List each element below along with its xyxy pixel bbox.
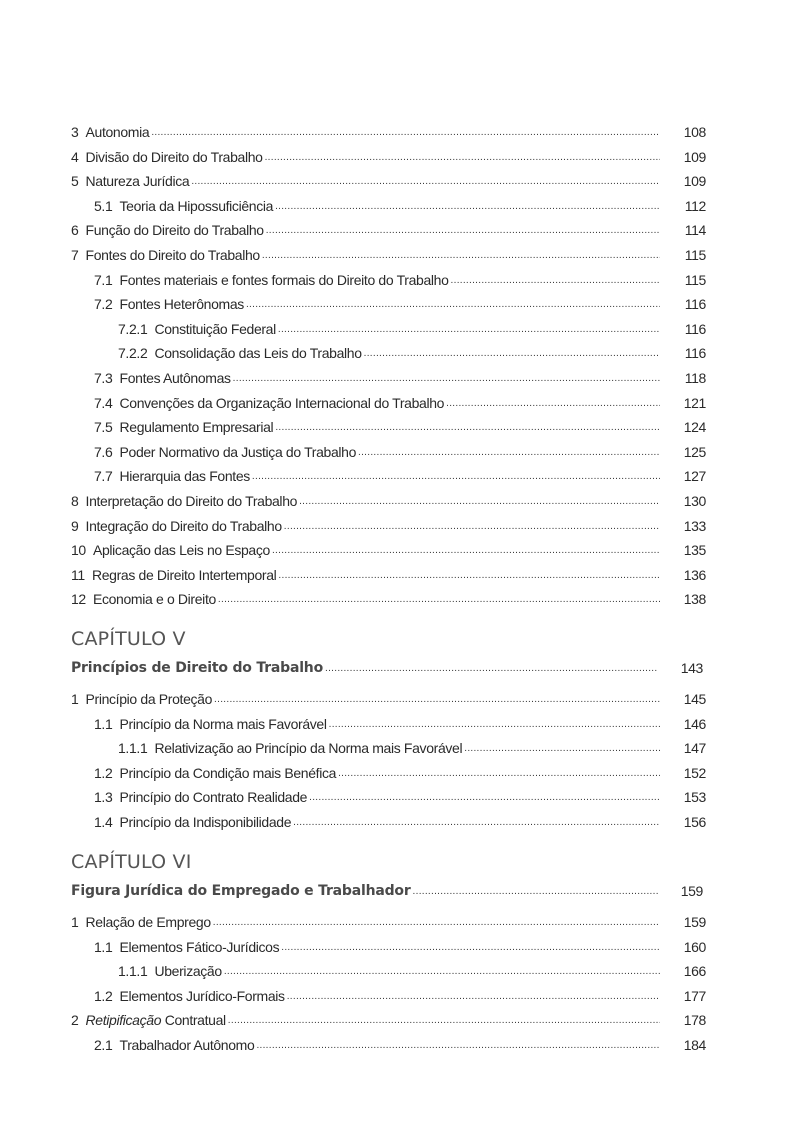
dot-leader <box>287 991 660 1004</box>
section-number: 5 <box>71 173 79 190</box>
section-title: Consolidação das Leis do Trabalho <box>154 345 362 362</box>
dot-leader <box>233 373 660 386</box>
page-number: 143 <box>680 660 703 676</box>
toc-entry-text <box>71 1012 660 1028</box>
page-number: 136 <box>683 566 706 583</box>
section-title: Aplicação das Leis no Espaço <box>92 542 270 559</box>
section-title: Integração do Direito do Trabalho <box>85 517 282 534</box>
section-title: Princípio do Contrato Realidade <box>119 789 308 806</box>
toc-entry[interactable] <box>71 460 711 484</box>
dot-leader <box>464 743 660 756</box>
dot-leader <box>278 324 660 337</box>
section-title: Economia e o Direito <box>92 591 216 608</box>
dot-leader <box>265 152 660 165</box>
dot-leader <box>246 299 660 312</box>
dot-leader <box>451 275 660 288</box>
page-number: 114 <box>684 222 706 239</box>
section-title: Fontes Autônomas <box>119 370 231 386</box>
section-title: Elementos Jurídico-Formais <box>119 987 285 1004</box>
dot-leader <box>224 966 660 979</box>
section-number: 6 <box>71 222 79 239</box>
toc-entry-text <box>71 518 660 534</box>
section-title: Hierarquia das Fontes <box>119 468 250 485</box>
section-number: 1.4 <box>94 814 113 830</box>
toc-entry[interactable] <box>71 214 711 238</box>
dot-leader <box>413 886 658 899</box>
page-number: 112 <box>684 197 706 214</box>
section-title: Princípio da Condição mais Benéfica <box>119 764 337 781</box>
toc-entry-text <box>71 939 660 955</box>
page-number: 138 <box>683 591 706 608</box>
chapter-heading: CAPÍTULO VI <box>71 851 192 873</box>
page-number: 124 <box>683 419 706 436</box>
page-number: 125 <box>683 443 706 460</box>
section-number: 1.1 <box>94 715 113 732</box>
toc-entry[interactable] <box>71 732 711 756</box>
toc-entry[interactable] <box>71 906 711 930</box>
section-title: Interpretação do Direito do Trabalho <box>85 493 298 509</box>
toc-entry[interactable] <box>71 757 711 781</box>
dot-leader <box>213 917 660 930</box>
section-number: 1 <box>71 691 79 707</box>
page-number: 159 <box>680 883 703 899</box>
dot-leader <box>329 719 660 732</box>
chapter-subtitle: Figura Jurídica do Empregado e Trabalhador <box>71 883 411 899</box>
toc-entry-text <box>71 883 658 899</box>
section-number: 7 <box>71 247 79 263</box>
dot-leader <box>325 663 658 676</box>
section-title: Teoria da Hipossuficiência <box>119 197 274 214</box>
section-title: Convenções da Organização Internacional do Trabalho <box>119 394 445 411</box>
section-number: 1.1.1 <box>118 740 148 757</box>
page-number: 160 <box>683 938 706 955</box>
page-number: 109 <box>683 148 706 165</box>
dot-leader <box>281 942 660 955</box>
chapter-subtitle-entry[interactable] <box>71 875 711 899</box>
section-title: Uberização <box>154 963 222 980</box>
spacer <box>78 222 85 238</box>
section-number: 7.2.2 <box>118 345 148 362</box>
section-number: 1.3 <box>94 789 113 806</box>
page-number: 115 <box>684 271 706 288</box>
toc-entry[interactable] <box>71 683 711 707</box>
toc-entry[interactable] <box>71 559 711 583</box>
section-title: Fontes Heterônomas <box>119 296 244 313</box>
toc-entry-text <box>71 124 660 140</box>
spacer <box>147 345 154 361</box>
page-number: 156 <box>683 814 706 830</box>
spacer <box>112 988 119 1004</box>
section-number: 2.1 <box>94 1037 113 1053</box>
toc-entry[interactable] <box>71 955 711 979</box>
toc-entry[interactable] <box>71 387 711 411</box>
page-number: 121 <box>683 394 706 411</box>
section-number: 1.2 <box>94 764 113 781</box>
toc-entry-text <box>71 468 660 484</box>
section-number: 2 <box>71 1012 79 1029</box>
spacer <box>112 765 119 781</box>
toc-entry-text <box>71 814 660 830</box>
toc-entry-text <box>71 542 660 558</box>
dot-leader <box>278 570 660 583</box>
toc-entry-text <box>71 660 658 676</box>
dot-leader <box>214 694 660 707</box>
spacer <box>78 124 85 140</box>
section-title: Princípio da Indisponibilidade <box>119 814 292 830</box>
section-title: Constituição Federal <box>154 320 276 337</box>
toc-entry[interactable] <box>71 264 711 288</box>
toc-entry-text <box>71 198 660 214</box>
dot-leader <box>272 545 660 558</box>
spacer <box>147 740 154 756</box>
toc-entry-text <box>71 370 660 386</box>
section-title: Natureza Jurídica <box>85 173 190 190</box>
dot-leader <box>446 398 660 411</box>
spacer <box>112 296 119 312</box>
section-title: Relativização ao Princípio da Norma mais Favorável <box>154 740 463 757</box>
page-number: 153 <box>683 789 706 806</box>
toc-entry[interactable] <box>71 980 711 1004</box>
toc-entry-text <box>71 444 660 460</box>
section-number: 9 <box>71 517 79 534</box>
toc-entry[interactable] <box>71 190 711 214</box>
page-number: 177 <box>683 987 706 1004</box>
page-number: 159 <box>683 914 706 930</box>
page-number: 130 <box>683 493 706 509</box>
chapter-subtitle: Princípios de Direito do Trabalho <box>71 660 323 676</box>
spacer <box>78 1012 85 1028</box>
dot-leader <box>364 348 660 361</box>
page-number: 127 <box>683 468 706 485</box>
section-number: 7.5 <box>94 419 113 436</box>
dot-leader <box>299 496 660 509</box>
toc-entry-text <box>71 272 660 288</box>
section-number: 10 <box>71 542 86 559</box>
spacer <box>112 939 119 955</box>
dot-leader <box>338 768 660 781</box>
section-title: Princípio da Proteção <box>85 691 213 707</box>
dot-leader <box>275 422 660 435</box>
spacer <box>112 272 119 288</box>
section-number: 1.1 <box>94 938 113 955</box>
section-number: 7.1 <box>94 271 113 288</box>
dot-leader <box>358 447 660 460</box>
toc-entry[interactable] <box>71 583 711 607</box>
section-title: Divisão do Direito do Trabalho <box>85 148 263 165</box>
page-number: 147 <box>683 740 706 757</box>
page-number: 152 <box>683 764 706 781</box>
toc-entry[interactable] <box>71 141 711 165</box>
section-number: 7.2.1 <box>118 320 148 337</box>
toc-entry-text <box>71 345 660 361</box>
toc-entry[interactable] <box>71 362 711 386</box>
chapter-heading: CAPÍTULO V <box>71 628 186 650</box>
section-title: Poder Normativo da Justiça do Trabalho <box>119 443 357 460</box>
toc-entry-text <box>71 1037 660 1053</box>
spacer <box>112 395 119 411</box>
section-number: 1.1.1 <box>118 963 148 980</box>
toc-entry[interactable] <box>71 708 711 732</box>
dot-leader <box>256 1040 660 1053</box>
spacer <box>112 444 119 460</box>
toc-entry-text <box>71 740 660 756</box>
toc-entry[interactable] <box>71 781 711 805</box>
toc-entry[interactable] <box>71 337 711 361</box>
toc-entry-text <box>71 716 660 732</box>
spacer <box>112 419 119 435</box>
dot-leader <box>284 521 660 534</box>
dot-leader <box>275 201 660 214</box>
page-number: 115 <box>684 247 706 263</box>
dot-leader <box>266 225 660 238</box>
spacer <box>112 370 119 386</box>
page-number: 108 <box>683 124 706 140</box>
toc-entry-text <box>71 963 660 979</box>
dot-leader <box>151 127 660 140</box>
spacer <box>78 914 85 930</box>
dot-leader <box>228 1015 660 1028</box>
toc-entry[interactable] <box>71 116 711 140</box>
toc-entry[interactable] <box>71 313 711 337</box>
spacer <box>78 149 85 165</box>
section-number: 7.6 <box>94 443 113 460</box>
toc-entry-text <box>71 296 660 312</box>
spacer <box>86 591 93 607</box>
page-number: 116 <box>684 320 706 337</box>
toc-entry-text <box>71 691 660 707</box>
spacer <box>147 321 154 337</box>
toc-entry-text <box>71 149 660 165</box>
toc-entry-text <box>71 395 660 411</box>
toc-entry[interactable] <box>71 239 711 263</box>
toc-entry-text <box>71 493 660 509</box>
page-number: 133 <box>683 517 706 534</box>
toc-entry[interactable] <box>71 1029 711 1053</box>
spacer <box>78 493 85 509</box>
section-title: Princípio da Norma mais Favorável <box>119 715 327 732</box>
dot-leader <box>252 471 660 484</box>
section-number: 1 <box>71 914 79 930</box>
toc-entry-text <box>71 765 660 781</box>
toc-entry-text <box>71 247 660 263</box>
spacer <box>78 691 85 707</box>
section-number: 7.2 <box>94 296 113 313</box>
section-number: 7.4 <box>94 394 113 411</box>
section-number: 11 <box>71 566 85 583</box>
spacer <box>112 814 119 830</box>
page-number: 109 <box>683 173 706 190</box>
toc-entry-text <box>71 419 660 435</box>
spacer <box>78 247 85 263</box>
spacer <box>112 789 119 805</box>
dot-leader <box>191 176 660 189</box>
section-title: Relação de Emprego <box>85 914 211 930</box>
section-title: Contratual <box>164 1012 226 1029</box>
toc-entry-text <box>71 321 660 337</box>
spacer <box>78 518 85 534</box>
spacer <box>112 468 119 484</box>
section-number: 1.2 <box>94 987 113 1004</box>
section-number: 8 <box>71 493 79 509</box>
toc-entry[interactable] <box>71 806 711 830</box>
toc-entry[interactable] <box>71 436 711 460</box>
section-number: 7.7 <box>94 468 113 485</box>
toc-entry-text <box>71 789 660 805</box>
spacer <box>85 567 92 583</box>
page-number: 116 <box>684 296 706 313</box>
section-title: Regras de Direito Intertemporal <box>91 566 277 583</box>
toc-entry[interactable] <box>71 1004 711 1028</box>
section-number: 7.3 <box>94 370 113 386</box>
chapter-subtitle-entry[interactable] <box>71 652 711 676</box>
section-number: 3 <box>71 124 79 140</box>
toc-entry[interactable] <box>71 165 711 189</box>
page-number: 135 <box>683 542 706 559</box>
dot-leader <box>293 817 660 830</box>
section-title: Função do Direito do Trabalho <box>85 222 264 239</box>
section-title: Elementos Fático-Jurídicos <box>119 938 280 955</box>
section-title: Fontes materiais e fontes formais do Direito do Trabalho <box>119 271 449 288</box>
spacer <box>147 963 154 979</box>
toc-entry[interactable] <box>71 534 711 558</box>
section-number: 5.1 <box>94 197 113 214</box>
toc-entry[interactable] <box>71 485 711 509</box>
page-number: 166 <box>683 963 706 980</box>
section-title: Trabalhador Autônomo <box>119 1037 255 1053</box>
toc-entry[interactable] <box>71 288 711 312</box>
spacer <box>112 716 119 732</box>
toc-entry-text <box>71 591 660 607</box>
section-number: 4 <box>71 148 79 165</box>
toc-entry[interactable] <box>71 510 711 534</box>
section-title: Regulamento Empresarial <box>119 419 274 436</box>
dot-leader <box>218 594 660 607</box>
spacer <box>112 198 119 214</box>
spacer <box>112 1037 119 1053</box>
dot-leader <box>262 250 660 263</box>
toc-entry[interactable] <box>71 411 711 435</box>
section-title: Autonomia <box>85 124 150 140</box>
section-title-italic: Retipificação <box>85 1012 162 1029</box>
dot-leader <box>309 792 660 805</box>
page-number: 116 <box>684 345 706 362</box>
page-number: 146 <box>683 715 706 732</box>
page-number: 184 <box>683 1037 706 1053</box>
page-number: 118 <box>684 370 706 386</box>
page-number: 178 <box>683 1012 706 1029</box>
toc-entry-text <box>71 914 660 930</box>
section-number: 12 <box>71 591 86 608</box>
spacer <box>78 173 85 189</box>
toc-entry-text <box>71 173 660 189</box>
toc-entry-text <box>71 988 660 1004</box>
page-number: 145 <box>683 691 706 707</box>
toc-entry-text <box>71 222 660 238</box>
section-title: Fontes do Direito do Trabalho <box>85 247 260 263</box>
toc-entry[interactable] <box>71 931 711 955</box>
spacer <box>86 542 93 558</box>
toc-entry-text <box>71 567 660 583</box>
